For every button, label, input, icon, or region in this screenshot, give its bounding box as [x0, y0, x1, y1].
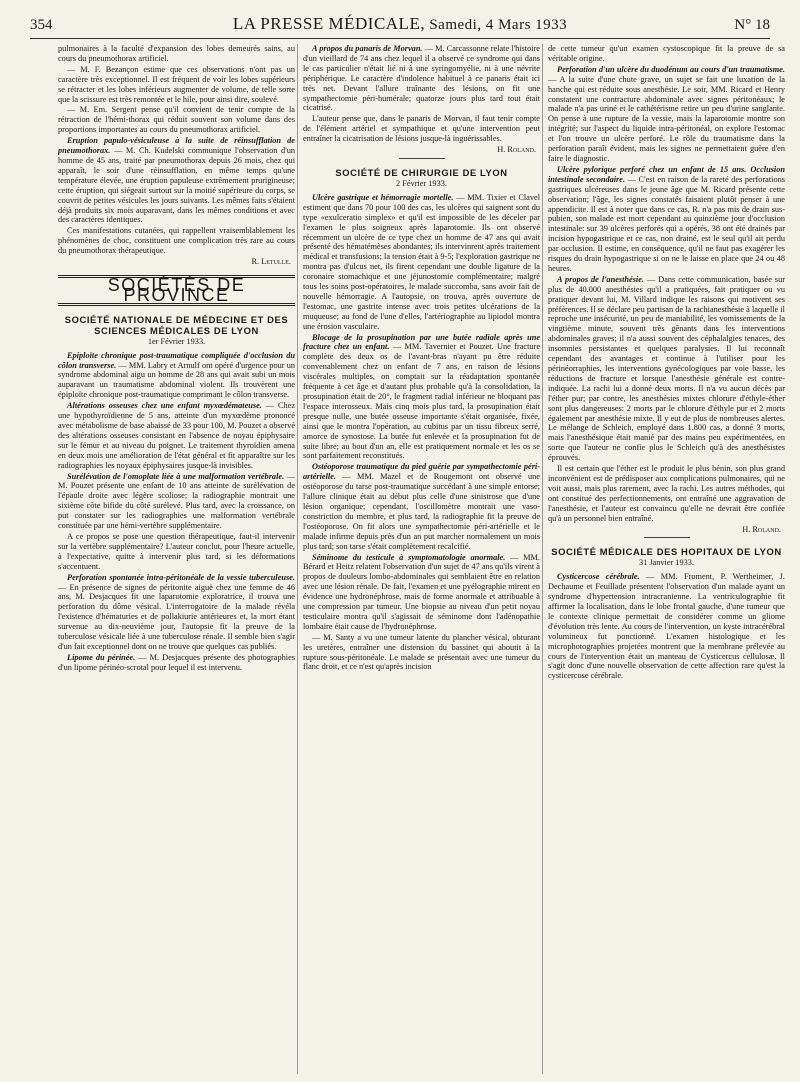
article — [548, 165, 785, 274]
article-title: Ulcère gastrique et hémorragie mortelle. — [312, 192, 454, 202]
article — [58, 136, 295, 225]
paragraph: — M. Em. Sergent pense qu'il convient de tenir compte de la rétraction de l'hémi-thorax qui réduit souvent son volume dans des proportions importantes au cours du pneumothorax artificiel. — [58, 105, 295, 135]
article — [303, 193, 540, 332]
paragraph: de cette tumeur qu'un examen cystoscopique fit la preuve de sa véritable origine. — [548, 44, 785, 63]
session-date: 2 Février 1933. — [396, 178, 447, 188]
article — [303, 553, 540, 632]
article-title: Séminome du testicule à symptomatologie anormale. — [312, 552, 506, 562]
article — [548, 65, 785, 164]
article — [58, 472, 295, 531]
column-divider — [297, 44, 298, 1074]
issue-date: Samedi, 4 Mars 1933 — [429, 17, 568, 33]
article-title: Epiploïte chronique post-traumatique compliquée d'occlusion du côlon transverse. — [58, 350, 295, 370]
page-number: 354 — [30, 17, 53, 33]
society-heading: SOCIÉTÉ NATIONALE DE MÉDECINE ET DES SCIENCES MÉDICALES DE LYON — [64, 313, 289, 336]
journal-title — [90, 14, 710, 34]
section-divider — [399, 158, 445, 159]
article-title: A propos du panaris de Morvan. — [312, 44, 423, 53]
session-date: 31 Janvier 1933. — [638, 558, 695, 568]
article-text: — MM. Froment, P. Wertheimer, J. Dechaume et Feuillade présentent l'observation d'un malade ayant un syndrome d'hypertension intracranienne. La ventriculographie fit affirmer la localisation, dans le lobe frontal gauche, d'une tumeur que le contexte clinique permettait de considérer comme un gliome d'évolution très lente. Au cours de l'intervention, un kyste intracérébral volumineux fut ponctionné. L'examen histologique et les microphotographies projetées montrent que la membrane prélevée au cours de l'intervention était un manteau de Cysticercus cellulosæ. Il s'agit donc d'une nouvelle observation de cette affection rare qu'est la cysticercose cérébrale. — [548, 572, 785, 681]
paragraph: Ces manifestations cutanées, qui rappellent vraisemblablement les phénomènes de choc, constituent une complication très rare au cours du pneumothorax thérapeutique. — [58, 226, 295, 256]
paragraph: — M. Santy a vu une tumeur latente du plancher vésical, obturant les uretères, entraîner une distension du bassinet qui aboutit à la rupture sous-péritonéale. Le malade se présentait avec une tumeur du flanc droit, et ce n'est qu'après incision — [303, 632, 540, 672]
article-title: Blocage de la prosupination par une butée radiale après une fracture chez un enfant. — [303, 332, 540, 352]
article-title: Eruption papulo-vésiculeuse à la suite de réinsufflation de pneumothorax. — [58, 136, 295, 156]
article-title: Surélévation de l'omoplate liée à une malformation vertébrale. — [67, 471, 285, 481]
article-text: — Chez une hypothyroïdienne de 5 ans, atteinte d'un myxœdème prononcé avec métabolisme de base abaissé de 33 pour 100, M. Pouzet a observé des altérations osseuses consistant en l'absence de noyau épiphysaire sur le fémur et au niveau du poignet. Le traitement thyroïdien amena en deux mois une amélioration de l'état général et fit apparaître sur les radiographies les noyaux épiphysaires jusque-là invisibles. — [58, 401, 295, 470]
article-text: — MM. Tavernier et Pouzet. Une fracture complète des deux os de l'avant-bras n'ayant pu être réduite convenablement chez un enfant de 7 ans, en raison de lésions viscérales multiples, on comptait sur la réadaptation spontanée fréquente à cet âge et d'autant plus probable qu'à la consolidation, la prosupination était de 20°, le fragment radial inférieur ne bloquant pas l'espace interosseux. Mais cinq mois plus tard, la prosupination était presque nulle, une butée osseuse importante s'était organisée, fixée, ainsi que le montra l'opération, au cubitus par un tissu fibreux serré, amorce de synostose. La butée fut enlevée et la prosupination fut de suite libre; au bout d'un an, elle est pratiquement normale et les os se sont parfaitement reconstitués. — [303, 342, 540, 461]
society-heading: SOCIÉTÉ DE CHIRURGIE DE LYON — [335, 166, 508, 178]
article-text: — MM. Tixier et Clavel estiment que dans 70 pour 100 des cas, les ulcères qui saignent sont du type «exulceratio simplex» et qu'il est impossible de les déceler par l'examen le plus soigneux après laparotomie. Ils ont observé récemment un ulcère de ce type chez un homme de 47 ans qui avait présenté des hématémèses abondantes; ils intervinrent après traitement médical et transfusions; la tension était à 9-5; l'exploration gastrique ne montra pas d'ulcus net, ils firent cependant une double ligature de la coronaire stomachique et une jéjunostomie complémentaire; malgré tous les soins post-opératoires, le malade succomba, sans avoir fait de nouvelle hémorragie. A l'autopsie, on trouva, après ouverture de l'estomac, une gastrite intense avec trois petites ulcérations de la muqueuse; au fond de l'une d'elles, l'artériographie au lipiodol montra une érosion vasculaire. — [303, 192, 540, 331]
article-title: Cysticercose cérébrale. — [557, 572, 640, 582]
section-divider — [644, 537, 690, 538]
paragraph: — M. F. Bezançon estime que ces observations n'ont pas un caractère très exceptionnel. Il est fréquent de voir les lobes supérieurs se rétracter et les lobes inférieurs augmenter de volume, de telle sorte que la scissure est très remontée et le hile, pour ainsi dire, soulevé. — [58, 64, 295, 104]
article-title: Perforation d'un ulcère du duodénum au cours d'un traumatisme. — [557, 64, 785, 74]
author-signature: R. Letulle. — [251, 257, 291, 267]
article-text: — En présence de signes de péritonite aiguë chez une femme de 46 ans, M. Desjacques fit une laparotomie exploratrice, il trouva une perforation du dôme vésical. L'interrogatoire de la malade révéla l'existence d'hématuries et de pollakiurie antérieures et, la mort étant survenue au dix-neuvième jour, l'autopsie fit la preuve de la tuberculose vésicale liée à une tuberculose rénale. Il semble bien s'agir d'un fait exceptionnel dont on ne trouve que quelques cas publiés. — [58, 582, 295, 651]
article — [548, 572, 785, 681]
paragraph: L'auteur pense que, dans le panaris de Morvan, il faut tenir compte de l'élément artériel et sympathique et qu'une intervention peut entraîner la cicatrisation de lésions jusque-là inguérissables. — [303, 114, 540, 144]
author-signature: H. Roland. — [742, 524, 781, 534]
journal-name: LA PRESSE MÉDICALE, — [232, 14, 426, 33]
article-text: — C'est en raison de la rareté des perforations gastriques ulcéreuses dans le jeune âge que M. Ricard présente cette observation; l'âge, les signes constatés faisaient plutôt penser à une appendicite. Il est à noter que dans ce cas, R. n'a pas mis de drain sus-pubien, son malade est mort cependant au quinzième jour d'occlusion intestinale: sur 39 ulcères perforés qui a opérés, 38 ont été drainés par incision hypogastrique et ce cas, non drainé, est le seul qu'il ait perdu par occlusion. Il estime, en conséquence, qu'il ne faut pas exagérer les risques du drain hypogastrique si on ne le laisse en place que 24 ou 48 heures. — [548, 174, 785, 273]
article-title: Altérations osseuses chez une enfant myxœdémateuse. — [67, 401, 262, 411]
header-rule — [30, 38, 770, 39]
article — [58, 401, 295, 470]
article — [303, 44, 540, 113]
article-text: — A la suite d'une chute grave, un sujet se fait une luxation de la hanche qui est réduite sous anesthésie. Le soir, MM. Ricard et Henry constatent une contracture abdominale avec signes péritonéaux; le malade n'a pas uriné et le cathétérisme retire un peu d'urine sanglante. On pense à une rupture de la vessie, mais la laparotomie montre son intégrité; sur l'aspect du liquide intra-péritonéal, on explore l'estomac et l'on trouve un ulcère perforé. Le rôle du traumatisme dans la perforation paraît évident, mais les signes ne permettaient guère d'en faire le diagnostic. — [548, 74, 785, 163]
society-heading: SOCIÉTÉ MÉDICALE DES HOPITAUX DE LYON — [551, 546, 782, 558]
column-divider — [542, 44, 543, 1074]
article-text: — M. Desjacques présente des photographies d'un lipome périnéo-scrotal pour lequel il est intervenu. — [58, 652, 295, 672]
paragraph: pulmonaires à la faculté d'expansion des lobes demeurés sains, au cours du pneumothorax artificiel. — [58, 44, 295, 63]
article-title: Ulcère pylorique perforé chez un enfant de 15 ans. Occlusion intestinale secondaire. — [548, 164, 785, 184]
issue-number: N° 18 — [734, 17, 770, 33]
article-text: — Dans cette communication, basée sur plus de 40.000 anesthésies qu'il a pratiquées, fait pratiquer ou vu pratiquer devant lui, M. Villard indique les raisons qui motivent ses préférences. Il se déclare peu partisan de la rachianesthésie à laquelle il reproche une insécurité, un peu de maniabilité, les vomissements de la vingtième minute, souvent très gênants dans les interventions abdominales graves; il n'a aussi souvent des céphalalgies tenaces, des insomnies persistantes et quelques paralysies. Il lui reconnaît cependant des avantages et continue à l'utiliser pour les périnéorraphies, les interventions gynécologiques par voie basse, les réductions de fracture et lorsque l'anesthésie générale est contre-indiquée. La rachi lui a donné deux morts. Il n'a vu aucun décès par l'éther pur; par contre, les anesthésies mixtes chlorure d'éthyle-éther sont plus dangereuses: 2 morts par le chlorure d'éthyle pur et 2 morts également par anesthésie mixte. Il y eut de plus de nombreuses alertes. Le mélange de Schleich, employé dans 1.800 cas, a donné 3 morts, mais l'anesthésique était manié par des mains peu expérimentées, en sorte que l'auteur ne confie plus le Schleich qu'à des anesthésistes éprouvés. — [548, 274, 785, 463]
article-text: — MM. Bérard et Heitz relatent l'observation d'un sujet de 47 ans qu'ils virent à propos de douleurs lombo-abdominales qui semblaient être en relation avec une lésion rénale. De fait, l'examen et une pyélographie mirent en évidence une hydronéphrose, mais de forme anormale et attribuable à une compression par tumeur. Une biopsie au niveau d'un petit noyau testiculaire montra qu'il s'agissait de séminome dont l'adénopathie lombaire était cause de l'hydronéphrose. — [303, 552, 540, 631]
article — [548, 275, 785, 463]
section-banner: SOCIÉTÉS DE PROVINCE — [58, 275, 295, 306]
column-3 — [548, 44, 785, 1074]
article-title: A propos de l'anesthésie. — [557, 274, 644, 284]
paragraph: A ce propos se pose une question thérapeutique, faut-il intervenir sur la vertèbre supplémentaire? L'auteur conclut, pour l'heure actuelle, à l'expectative, quitte à intervenir plus tard, si les déformations s'accentuent. — [58, 531, 295, 571]
article-title: Ostéoporose traumatique du pied guérie par sympathectomie péri-artérielle. — [303, 462, 540, 482]
session-date: 1er Février 1933. — [147, 336, 206, 346]
article-title: Perforation spontanée intra-péritonéale de la vessie tuberculeuse. — [67, 572, 295, 582]
article — [303, 333, 540, 462]
article-title: Lipome du périnée. — [67, 652, 136, 662]
author-signature: H. Roland. — [497, 145, 536, 155]
page-header — [30, 14, 770, 38]
article-text: — M. Carcassonne relate l'histoire d'un vieillard de 74 ans chez lequel il a observé ce syndrome qui dans le cas particulier n'était lié ni à une syringomyélie, ni à une névrite périphérique. Le caractère d'indolence habituel à ce panaris était ici très net. Devant l'allure traînante des lésions, on fit une sympathectomie péri-humérale; quatorze jours plus tard tout était cicatrisé. — [303, 44, 540, 113]
column-2 — [303, 44, 540, 1074]
column-1 — [58, 44, 295, 1074]
article-text: — MM. Mazel et de Rougemont ont observé une ostéoporose du tarse post-traumatique succédant à une simple entorse; l'allure clinique était au début plus celle d'une sinistrose que d'une lésion organique; cependant, l'oscillomètre montrait une vaso-constriction du membre, et plus tard, la radiographie fit la preuve de l'ostéoporose. On fit alors une sympathectomie péri-artérielle et le malade infirme depuis près d'un an put marcher normalement un mois plus tard; son tarse s'était complètement recalcifié. — [303, 472, 540, 551]
article-text: — M. Ch. Kudelski communique l'observation d'un homme de 45 ans, traité par pneumothorax depuis 26 mois, chez qui apparaît, le soir d'une réinsufflation, en même temps qu'une température élevée, une éruption papuleuse extrêmement prurigineuse; cette éruption, qui siégeait surtout sur la moitié supérieure du corps, se couvrit de petites vésicules les jours suivants. Les mêmes faits s'étaient déjà produits six mois auparavant, dans les mêmes conditions et avec des caractères identiques. — [58, 146, 295, 225]
paragraph: Il est certain que l'éther est le produit le plus bénin, son plus grand inconvénient est de prédisposer aux complications pulmonaires, qui ne voit aussi, mais plus rarement, avec la rachi. Les autres méthodes, qui ont constitué des perfectionnements, ont entraîné une aggravation de l'anesthésie, et l'auteur est convaincu qu'elle ne devrait être confiée qu'à un personnel bien entraîné. — [548, 464, 785, 523]
article-text: — MM. Labry et Arnulf ont opéré d'urgence pour un syndrome abdominal aigu un homme de 28 ans qui avait subi un mois auparavant un traumatisme abdominal violent. Ils trouvèrent une épiploïte chronique post-traumatique comprimant le côlon transverse. — [58, 360, 295, 400]
article — [58, 351, 295, 401]
article-text: — M. Pouzet présente une enfant de 10 ans atteinte de surélévation de l'épaule droite avec légère scoliose; la radiographie montrait une sixième côte bifide du côté surélevé. Plus tard, avec la croissance, on put constater sur les radiographies une malformation vertébrale constituée par une hémi-vertèbre supplémentaire. — [58, 471, 295, 531]
article — [58, 653, 295, 673]
article — [303, 462, 540, 551]
article — [58, 573, 295, 652]
